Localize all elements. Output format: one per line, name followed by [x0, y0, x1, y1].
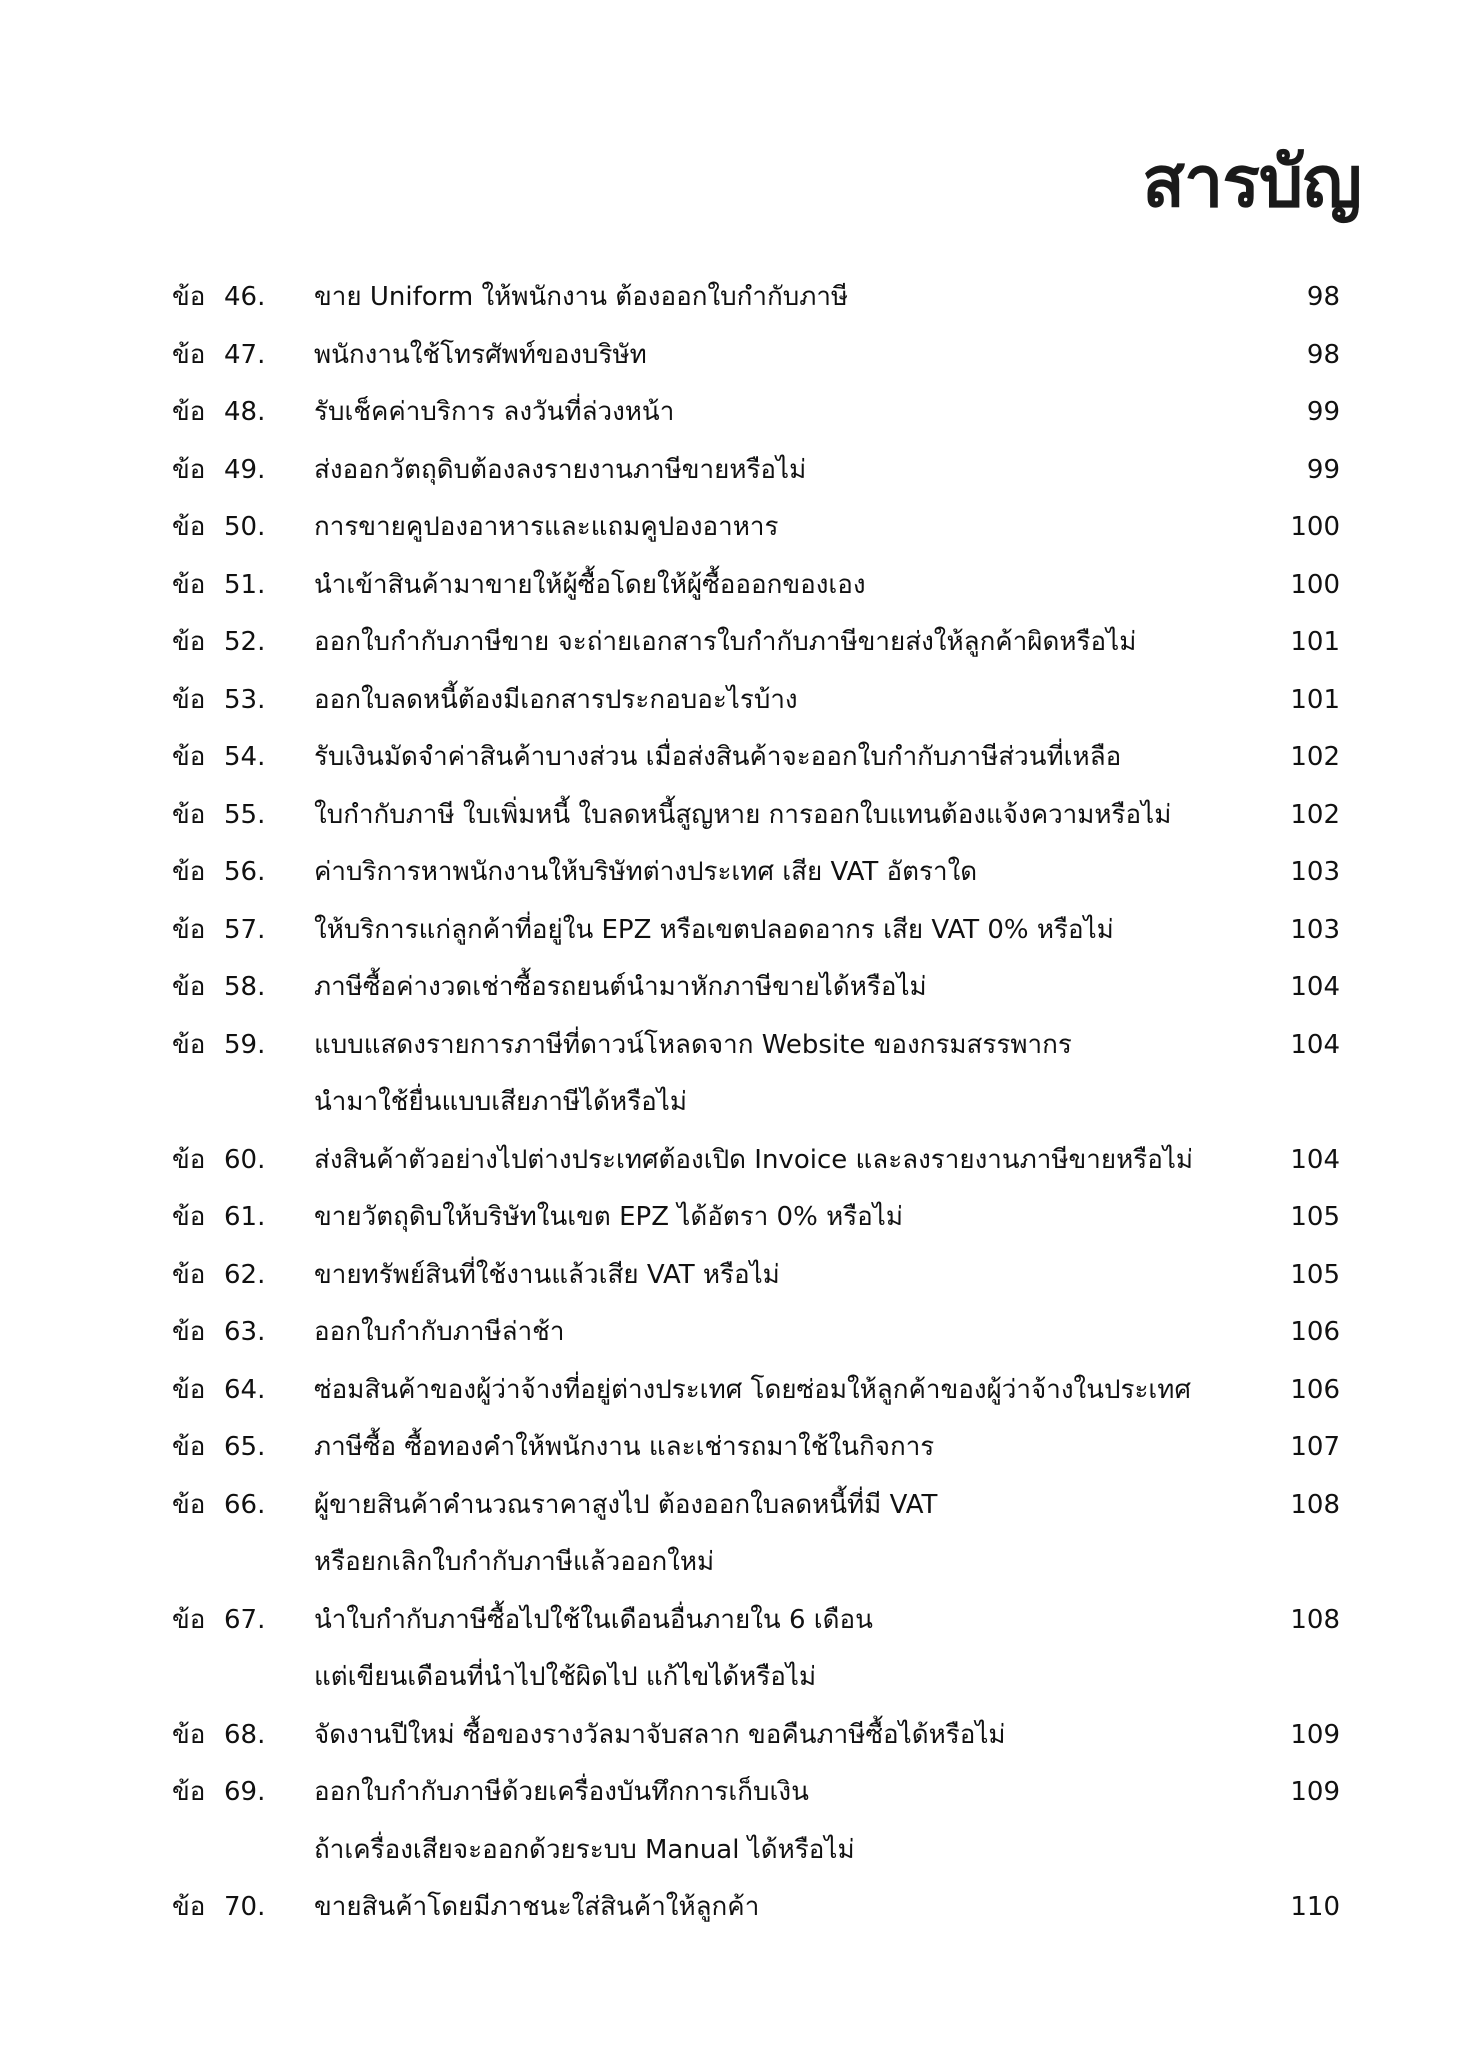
- toc-entry-title-line: ส่งสินค้าตัวอย่างไปต่างประเทศต้องเปิด Invoice และลงรายงานภาษีขายหรือไม่: [314, 1144, 1194, 1175]
- toc-entry: [172, 499, 1340, 557]
- toc-entry-page-number: 106: [1290, 1374, 1340, 1405]
- toc-entry-page-number: 104: [1290, 972, 1340, 1002]
- toc-entry-title: [314, 959, 1250, 1017]
- toc-entry-page-number: 99: [1306, 454, 1340, 485]
- toc-entry: [172, 1764, 1340, 1879]
- toc-entry: [172, 1362, 1340, 1420]
- toc-entry: [172, 557, 1340, 615]
- toc-entry-prefix: ข้อ: [172, 1029, 206, 1060]
- toc-entry-page-number: 103: [1290, 914, 1340, 945]
- toc-entry-title-line: ออกใบกำกับภาษีขาย จะถ่ายเอกสารใบกำกับภาษีขายส่งให้ลูกค้าผิดหรือไม่: [314, 627, 1137, 657]
- toc-entry-title: [314, 729, 1250, 787]
- toc-entry-title-line: ขายวัตถุดิบให้บริษัทในเขต EPZ ได้อัตรา 0% หรือไม่: [314, 1202, 903, 1232]
- toc-entry-number: 49.: [224, 454, 266, 485]
- toc-entry-title: [314, 327, 1250, 385]
- toc-entry-title: [314, 442, 1250, 500]
- toc-entry-page-number: 104: [1290, 1144, 1340, 1175]
- toc-entry-title-line: การขายคูปองอาหารและแถมคูปองอาหาร: [314, 512, 779, 542]
- toc-entry-number: 67.: [224, 1604, 266, 1635]
- toc-entry-title-line: ขายทรัพย์สินที่ใช้งานแล้วเสีย VAT หรือไม่: [314, 1259, 780, 1290]
- toc-entry-title: [314, 1304, 1250, 1362]
- toc-entry: [172, 1247, 1340, 1305]
- toc-entry: [172, 672, 1340, 730]
- toc-entry-title: [314, 672, 1250, 730]
- toc-entry-prefix: ข้อ: [172, 339, 206, 370]
- toc-entry-title-line: แต่เขียนเดือนที่นำไปใช้ผิดไป แก้ไขได้หรือไม่: [314, 1662, 817, 1692]
- toc-entry-title-line: แบบแสดงรายการภาษีที่ดาวน์โหลดจาก Website ของกรมสรรพากร: [314, 1029, 1072, 1060]
- toc-entry: [172, 442, 1340, 500]
- toc-entry-title: [314, 1592, 1250, 1707]
- toc-entry-title: [314, 1017, 1250, 1132]
- toc-entry: [172, 729, 1340, 787]
- toc-entry-title: [314, 1189, 1250, 1247]
- toc-entry-title-line: ออกใบกำกับภาษีด้วยเครื่องบันทึกการเก็บเงิน: [314, 1777, 809, 1807]
- toc-entry-prefix: ข้อ: [172, 1777, 206, 1807]
- toc-entry-number: 57.: [224, 914, 266, 945]
- toc-entry-page-number: 101: [1290, 627, 1340, 657]
- toc-entry-number: 65.: [224, 1432, 266, 1462]
- toc-entry-prefix: ข้อ: [172, 1489, 206, 1520]
- toc-entry-title-line: ออกใบกำกับภาษีล่าช้า: [314, 1317, 565, 1347]
- toc-entry-title-line: ภาษีซื้อ ซื้อทองคำให้พนักงาน และเช่ารถมาใช้ในกิจการ: [314, 1432, 935, 1462]
- toc-entry-number: 46.: [224, 282, 266, 312]
- toc-entry-title-line: ขายสินค้าโดยมีภาชนะใส่สินค้าให้ลูกค้า: [314, 1892, 760, 1922]
- page-title: สารบัญ: [1142, 140, 1361, 223]
- toc-entry-number: 53.: [224, 684, 266, 715]
- toc-entry-prefix: ข้อ: [172, 1202, 206, 1232]
- toc-entry-page-number: 105: [1290, 1202, 1340, 1232]
- toc-entry-prefix: ข้อ: [172, 914, 206, 945]
- toc-entry-title-line: ซ่อมสินค้าของผู้ว่าจ้างที่อยู่ต่างประเทศ โดยซ่อมให้ลูกค้าของผู้ว่าจ้างในประเทศ: [314, 1374, 1191, 1405]
- toc-entry-number: 56.: [224, 857, 266, 887]
- toc-entry-page-number: 105: [1290, 1259, 1340, 1290]
- toc-entry-number: 61.: [224, 1202, 266, 1232]
- toc-entry-title-line: ใบกำกับภาษี ใบเพิ่มหนี้ ใบลดหนี้สูญหาย การออกใบแทนต้องแจ้งความหรือไม่: [314, 799, 1172, 830]
- toc-entry-title: [314, 787, 1250, 845]
- toc-entry: [172, 959, 1340, 1017]
- toc-entry-title: [314, 269, 1250, 327]
- toc-entry-number: 59.: [224, 1029, 266, 1060]
- toc-entry-title: [314, 1132, 1250, 1190]
- toc-entry: [172, 1879, 1340, 1937]
- toc-entry-title-line: ค่าบริการหาพนักงานให้บริษัทต่างประเทศ เสีย VAT อัตราใด: [314, 857, 978, 887]
- toc-entry: [172, 1189, 1340, 1247]
- toc-entry-title-line: จัดงานปีใหม่ ซื้อของรางวัลมาจับสลาก ขอคืนภาษีซื้อได้หรือไม่: [314, 1719, 1006, 1750]
- toc-entry-prefix: ข้อ: [172, 742, 206, 772]
- toc-entry-prefix: ข้อ: [172, 282, 206, 312]
- toc-entry-title: [314, 1247, 1250, 1305]
- toc-entry-prefix: ข้อ: [172, 454, 206, 485]
- toc-entry-title-line: หรือยกเลิกใบกำกับภาษีแล้วออกใหม่: [314, 1547, 715, 1577]
- toc-entry-prefix: ข้อ: [172, 1892, 206, 1922]
- toc-entry-title-line: ส่งออกวัตถุดิบต้องลงรายงานภาษีขายหรือไม่: [314, 454, 807, 485]
- toc-entry-title-line: รับเช็คค่าบริการ ลงวันที่ล่วงหน้า: [314, 397, 675, 427]
- toc-entry-number: 54.: [224, 742, 266, 772]
- toc-entry-title: [314, 499, 1250, 557]
- toc-entry-number: 64.: [224, 1374, 266, 1405]
- toc-entry-title-line: รับเงินมัดจำค่าสินค้าบางส่วน เมื่อส่งสินค้าจะออกใบกำกับภาษีส่วนที่เหลือ: [314, 742, 1122, 772]
- toc-entry-page-number: 101: [1290, 684, 1340, 715]
- toc-entry-title-line: ออกใบลดหนี้ต้องมีเอกสารประกอบอะไรบ้าง: [314, 684, 798, 715]
- toc-entry-number: 63.: [224, 1317, 266, 1347]
- toc-entry-prefix: ข้อ: [172, 1317, 206, 1347]
- toc-entry-prefix: ข้อ: [172, 1259, 206, 1290]
- toc-entry-number: 62.: [224, 1259, 266, 1290]
- toc-entry: [172, 1419, 1340, 1477]
- toc-entry-title-line: ให้บริการแก่ลูกค้าที่อยู่ใน EPZ หรือเขตปลอดอากร เสีย VAT 0% หรือไม่: [314, 914, 1114, 945]
- toc-entry: [172, 327, 1340, 385]
- toc-entry: [172, 1592, 1340, 1707]
- toc-entry-page-number: 104: [1290, 1029, 1340, 1060]
- toc-entry-number: 60.: [224, 1144, 266, 1175]
- toc-entry-title: [314, 614, 1250, 672]
- toc-entry-number: 69.: [224, 1777, 266, 1807]
- toc-entry: [172, 1477, 1340, 1592]
- toc-entry-prefix: ข้อ: [172, 684, 206, 715]
- toc-entry-page-number: 103: [1290, 857, 1340, 887]
- toc-entry: [172, 844, 1340, 902]
- toc-entry-prefix: ข้อ: [172, 1604, 206, 1635]
- toc-entry-prefix: ข้อ: [172, 397, 206, 427]
- toc-entry-title-line: ขาย Uniform ให้พนักงาน ต้องออกใบกำกับภาษี: [314, 282, 849, 312]
- toc-entry-number: 68.: [224, 1719, 266, 1750]
- toc-entry-title: [314, 844, 1250, 902]
- toc-entry-number: 55.: [224, 799, 266, 830]
- toc-entry-page-number: 109: [1290, 1719, 1340, 1750]
- toc-entry: [172, 1132, 1340, 1190]
- toc-entry: [172, 269, 1340, 327]
- toc-entry-title: [314, 1477, 1250, 1592]
- toc-entry: [172, 787, 1340, 845]
- toc-entry: [172, 1304, 1340, 1362]
- toc-entry-title: [314, 1764, 1250, 1879]
- toc-entry-prefix: ข้อ: [172, 627, 206, 657]
- toc-entry-number: 51.: [224, 569, 266, 600]
- toc-entry-title-line: นำมาใช้ยื่นแบบเสียภาษีได้หรือไม่: [314, 1087, 687, 1117]
- toc-entry-number: 70.: [224, 1892, 266, 1922]
- toc-entry-page-number: 108: [1290, 1489, 1340, 1520]
- toc-entry: [172, 1707, 1340, 1765]
- toc-entry-page-number: 110: [1290, 1892, 1340, 1922]
- toc-entry-prefix: ข้อ: [172, 857, 206, 887]
- toc-entry-prefix: ข้อ: [172, 1432, 206, 1462]
- toc-entry: [172, 902, 1340, 960]
- toc-entry-prefix: ข้อ: [172, 1374, 206, 1405]
- toc-entry-title: [314, 1707, 1250, 1765]
- toc-entry-prefix: ข้อ: [172, 799, 206, 830]
- toc-entry-prefix: ข้อ: [172, 1144, 206, 1175]
- toc-entry-page-number: 98: [1306, 339, 1340, 370]
- toc-entry-title-line: ถ้าเครื่องเสียจะออกด้วยระบบ Manual ได้หรือไม่: [314, 1834, 855, 1865]
- toc-entry-title-line: พนักงานใช้โทรศัพท์ของบริษัท: [314, 339, 647, 370]
- toc-entry-title: [314, 1879, 1250, 1937]
- toc-entry-number: 52.: [224, 627, 266, 657]
- toc-entry-number: 50.: [224, 512, 266, 542]
- toc-entry-number: 48.: [224, 397, 266, 427]
- table-of-contents: [172, 269, 1340, 1937]
- toc-entry-title-line: นำเข้าสินค้ามาขายให้ผู้ซื้อโดยให้ผู้ซื้อออกของเอง: [314, 569, 866, 600]
- toc-entry-number: 66.: [224, 1489, 266, 1520]
- toc-entry-title: [314, 902, 1250, 960]
- toc-entry-page-number: 100: [1290, 569, 1340, 600]
- toc-entry-page-number: 106: [1290, 1317, 1340, 1347]
- toc-entry-title: [314, 384, 1250, 442]
- toc-entry-number: 47.: [224, 339, 266, 370]
- toc-entry-title: [314, 1419, 1250, 1477]
- toc-entry-title: [314, 1362, 1250, 1420]
- toc-entry: [172, 614, 1340, 672]
- toc-entry-number: 58.: [224, 972, 266, 1002]
- toc-entry-prefix: ข้อ: [172, 569, 206, 600]
- toc-entry-page-number: 102: [1290, 742, 1340, 772]
- toc-entry-page-number: 109: [1290, 1777, 1340, 1807]
- toc-entry-title: [314, 557, 1250, 615]
- toc-entry-page-number: 108: [1290, 1604, 1340, 1635]
- toc-entry-page-number: 102: [1290, 799, 1340, 830]
- toc-entry-title-line: นำใบกำกับภาษีซื้อไปใช้ในเดือนอื่นภายใน 6 เดือน: [314, 1604, 873, 1635]
- toc-entry: [172, 1017, 1340, 1132]
- toc-entry: [172, 384, 1340, 442]
- toc-entry-page-number: 107: [1290, 1432, 1340, 1462]
- toc-entry-page-number: 100: [1290, 512, 1340, 542]
- toc-entry-prefix: ข้อ: [172, 972, 206, 1002]
- toc-entry-prefix: ข้อ: [172, 1719, 206, 1750]
- toc-entry-page-number: 99: [1306, 397, 1340, 427]
- toc-entry-prefix: ข้อ: [172, 512, 206, 542]
- toc-entry-title-line: ผู้ขายสินค้าคำนวณราคาสูงไป ต้องออกใบลดหนี้ที่มี VAT: [314, 1489, 938, 1520]
- toc-entry-title-line: ภาษีซื้อค่างวดเช่าซื้อรถยนต์นำมาหักภาษีขายได้หรือไม่: [314, 972, 927, 1002]
- toc-entry-page-number: 98: [1306, 282, 1340, 312]
